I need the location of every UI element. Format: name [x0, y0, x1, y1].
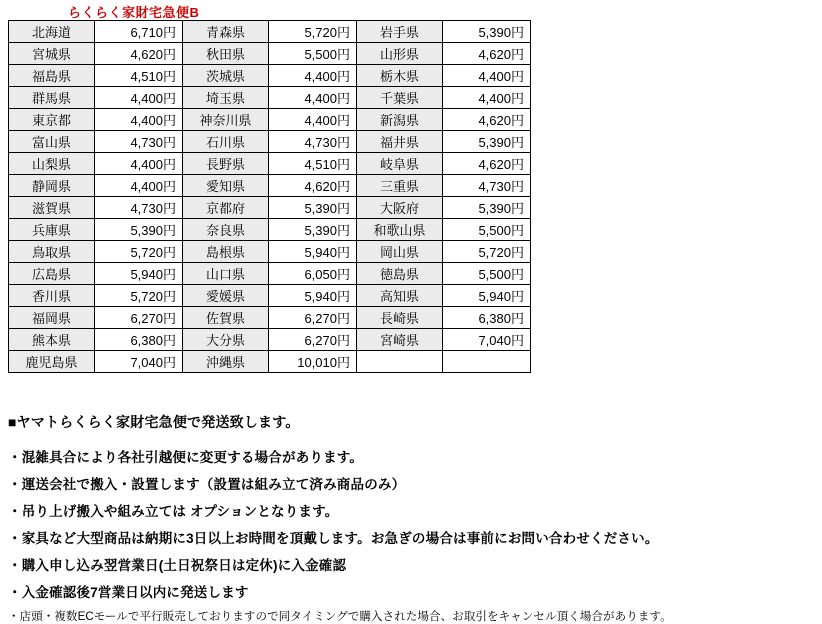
price-cell: 4,400円 — [95, 153, 183, 175]
note-line: ・購入申し込み翌営業日(土日祝祭日は定休)に入金確認 — [8, 558, 347, 573]
prefecture-cell: 長崎県 — [357, 307, 443, 329]
price-cell: 4,620円 — [443, 43, 531, 65]
note-line: ・入金確認後7営業日以内に発送します — [8, 585, 249, 600]
table-row — [9, 197, 531, 219]
prefecture-cell: 静岡県 — [9, 175, 95, 197]
price-cell: 4,400円 — [95, 109, 183, 131]
prefecture-cell: 千葉県 — [357, 87, 443, 109]
empty-cell — [357, 351, 443, 373]
table-row — [9, 87, 531, 109]
price-cell: 5,940円 — [95, 263, 183, 285]
table-row — [9, 175, 531, 197]
prefecture-cell: 福島県 — [9, 65, 95, 87]
price-cell: 4,400円 — [95, 175, 183, 197]
price-cell: 4,620円 — [95, 43, 183, 65]
prefecture-cell: 宮城県 — [9, 43, 95, 65]
table-row — [9, 285, 531, 307]
price-cell: 5,390円 — [269, 219, 357, 241]
price-cell: 4,620円 — [443, 153, 531, 175]
page-title: らくらく家財宅急便B — [68, 5, 200, 20]
notes-heading: ■ヤマトらくらく家財宅急便で発送致します。 — [8, 414, 300, 430]
prefecture-cell: 高知県 — [357, 285, 443, 307]
price-cell: 5,500円 — [269, 43, 357, 65]
prefecture-cell: 岡山県 — [357, 241, 443, 263]
prefecture-cell: 岩手県 — [357, 21, 443, 43]
price-cell: 6,050円 — [269, 263, 357, 285]
prefecture-cell: 佐賀県 — [183, 307, 269, 329]
price-cell: 4,400円 — [269, 109, 357, 131]
price-cell: 4,510円 — [269, 153, 357, 175]
price-cell: 4,400円 — [443, 65, 531, 87]
price-cell: 5,720円 — [269, 21, 357, 43]
price-cell: 5,500円 — [443, 219, 531, 241]
price-cell: 5,720円 — [95, 241, 183, 263]
prefecture-cell: 埼玉県 — [183, 87, 269, 109]
shipping-rate-table — [8, 20, 531, 373]
price-cell: 4,730円 — [269, 131, 357, 153]
price-cell: 4,620円 — [269, 175, 357, 197]
table-row — [9, 21, 531, 43]
price-cell: 4,620円 — [443, 109, 531, 131]
note-line: ・吊り上げ搬入や組み立ては オプションとなります。 — [8, 504, 339, 519]
prefecture-cell: 滋賀県 — [9, 197, 95, 219]
prefecture-cell: 鹿児島県 — [9, 351, 95, 373]
prefecture-cell: 富山県 — [9, 131, 95, 153]
table-row — [9, 219, 531, 241]
table-row — [9, 307, 531, 329]
prefecture-cell: 長野県 — [183, 153, 269, 175]
prefecture-cell: 京都府 — [183, 197, 269, 219]
table-row — [9, 43, 531, 65]
prefecture-cell: 福岡県 — [9, 307, 95, 329]
prefecture-cell: 神奈川県 — [183, 109, 269, 131]
price-cell: 4,400円 — [443, 87, 531, 109]
table-row — [9, 263, 531, 285]
table-row — [9, 109, 531, 131]
price-cell: 5,940円 — [269, 241, 357, 263]
note-line: ・混雑具合により各社引越便に変更する場合があります。 — [8, 450, 364, 465]
table-body — [9, 21, 531, 373]
prefecture-cell: 三重県 — [357, 175, 443, 197]
note-line: ・運送会社で搬入・設置します（設置は組み立て済み商品のみ） — [8, 477, 406, 492]
prefecture-cell: 大阪府 — [357, 197, 443, 219]
prefecture-cell: 島根県 — [183, 241, 269, 263]
prefecture-cell: 茨城県 — [183, 65, 269, 87]
price-cell: 4,400円 — [269, 87, 357, 109]
price-cell: 5,390円 — [443, 21, 531, 43]
price-cell: 5,390円 — [443, 131, 531, 153]
prefecture-cell: 岐阜県 — [357, 153, 443, 175]
price-cell: 4,400円 — [95, 87, 183, 109]
prefecture-cell: 新潟県 — [357, 109, 443, 131]
prefecture-cell: 愛媛県 — [183, 285, 269, 307]
prefecture-cell: 栃木県 — [357, 65, 443, 87]
prefecture-cell: 沖縄県 — [183, 351, 269, 373]
price-cell: 5,940円 — [269, 285, 357, 307]
prefecture-cell: 宮崎県 — [357, 329, 443, 351]
prefecture-cell: 兵庫県 — [9, 219, 95, 241]
table-row — [9, 153, 531, 175]
price-cell: 4,730円 — [95, 131, 183, 153]
prefecture-cell: 奈良県 — [183, 219, 269, 241]
price-cell: 6,380円 — [443, 307, 531, 329]
table-row — [9, 65, 531, 87]
price-cell: 4,730円 — [95, 197, 183, 219]
prefecture-cell: 石川県 — [183, 131, 269, 153]
price-cell: 6,380円 — [95, 329, 183, 351]
table-row — [9, 329, 531, 351]
prefecture-cell: 福井県 — [357, 131, 443, 153]
prefecture-cell: 愛知県 — [183, 175, 269, 197]
prefecture-cell: 広島県 — [9, 263, 95, 285]
price-cell: 5,500円 — [443, 263, 531, 285]
prefecture-cell: 山梨県 — [9, 153, 95, 175]
price-cell: 6,270円 — [269, 307, 357, 329]
prefecture-cell: 東京都 — [9, 109, 95, 131]
price-cell: 4,510円 — [95, 65, 183, 87]
prefecture-cell: 秋田県 — [183, 43, 269, 65]
note-small-print: ・店頭・複数ECモールで平行販売しておりますので同タイミングで購入された場合、お取引をキャンセル頂く場合があります。 — [8, 611, 672, 623]
prefecture-cell: 大分県 — [183, 329, 269, 351]
prefecture-cell: 香川県 — [9, 285, 95, 307]
price-cell: 5,940円 — [443, 285, 531, 307]
price-cell: 6,270円 — [269, 329, 357, 351]
price-cell: 10,010円 — [269, 351, 357, 373]
prefecture-cell: 徳島県 — [357, 263, 443, 285]
prefecture-cell: 熊本県 — [9, 329, 95, 351]
price-cell: 4,730円 — [443, 175, 531, 197]
price-cell: 7,040円 — [95, 351, 183, 373]
table-row — [9, 131, 531, 153]
table-row — [9, 241, 531, 263]
prefecture-cell: 和歌山県 — [357, 219, 443, 241]
price-cell: 6,270円 — [95, 307, 183, 329]
price-cell: 5,720円 — [95, 285, 183, 307]
notes-section — [8, 412, 808, 624]
prefecture-cell: 鳥取県 — [9, 241, 95, 263]
table-row — [9, 351, 531, 373]
prefecture-cell: 群馬県 — [9, 87, 95, 109]
prefecture-cell: 山口県 — [183, 263, 269, 285]
price-cell: 5,390円 — [443, 197, 531, 219]
price-cell: 7,040円 — [443, 329, 531, 351]
price-cell: 5,390円 — [269, 197, 357, 219]
empty-cell — [443, 351, 531, 373]
prefecture-cell: 北海道 — [9, 21, 95, 43]
price-cell: 5,720円 — [443, 241, 531, 263]
note-line: ・家具など大型商品は納期に3日以上お時間を頂戴します。お急ぎの場合は事前にお問い合わせください。 — [8, 531, 659, 546]
price-cell: 6,710円 — [95, 21, 183, 43]
prefecture-cell: 青森県 — [183, 21, 269, 43]
price-cell: 5,390円 — [95, 219, 183, 241]
price-cell: 4,400円 — [269, 65, 357, 87]
prefecture-cell: 山形県 — [357, 43, 443, 65]
